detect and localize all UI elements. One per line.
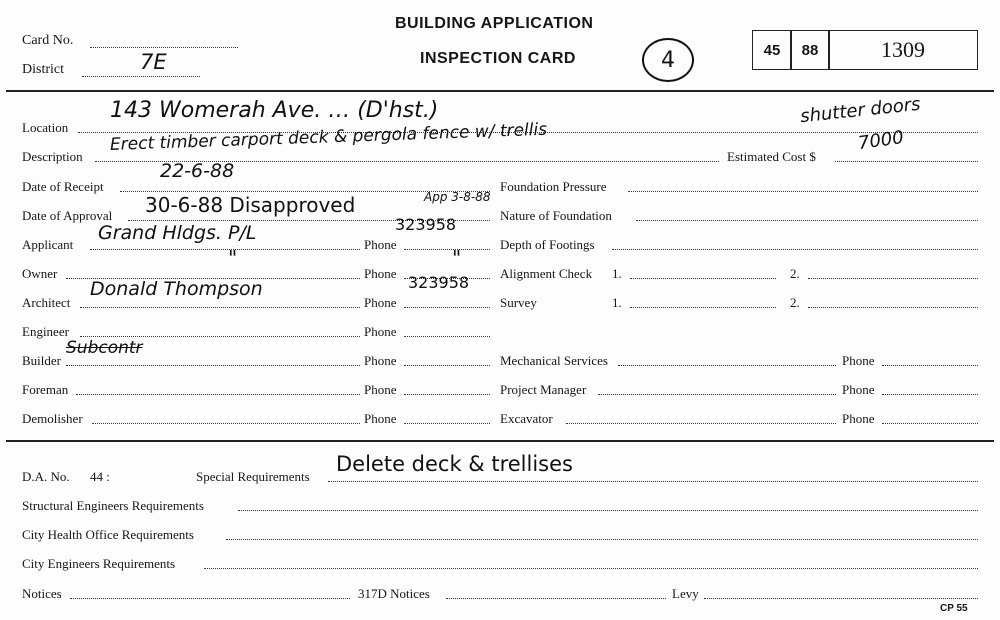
special-requirements-value: Delete deck & trellises bbox=[336, 452, 573, 476]
survey-num2: 2. bbox=[790, 295, 800, 310]
section-rule bbox=[6, 440, 994, 442]
alignment-check-line1 bbox=[630, 278, 776, 279]
foundation-pressure-label: Foundation Pressure bbox=[500, 179, 607, 194]
notices-317d-label: 317D Notices bbox=[358, 586, 430, 601]
owner-value: " bbox=[228, 246, 238, 270]
estimated-cost-label: Estimated Cost $ bbox=[727, 149, 816, 164]
builder-phone-label: Phone bbox=[364, 353, 397, 368]
box-45 bbox=[752, 30, 792, 70]
levy-label: Levy bbox=[672, 586, 699, 601]
applicant-phone-line bbox=[404, 249, 490, 250]
circled-number-value: 4 bbox=[661, 47, 675, 73]
estimated-cost-value: 7000 bbox=[856, 126, 906, 155]
engineer-phone-label: Phone bbox=[364, 324, 397, 339]
title-line2: INSPECTION CARD bbox=[420, 50, 576, 67]
district-value: 7E bbox=[140, 50, 167, 74]
district-label: District bbox=[22, 62, 64, 77]
builder-value: Subcontr bbox=[66, 338, 143, 358]
location-value: 143 Womerah Ave. … (D'hst.) bbox=[110, 98, 439, 123]
box-88-value: 88 bbox=[801, 41, 819, 59]
approval-note: App 3-8-88 bbox=[424, 190, 491, 204]
card-no-line bbox=[90, 47, 238, 48]
special-requirements-line bbox=[328, 481, 978, 482]
date-of-receipt-value: 22-6-88 bbox=[160, 160, 235, 182]
city-engineers-label: City Engineers Requirements bbox=[22, 556, 176, 571]
foreman-phone-label: Phone bbox=[364, 382, 397, 397]
date-of-receipt-label: Date of Receipt bbox=[22, 179, 104, 194]
header-rule bbox=[6, 90, 994, 92]
owner-phone-value: " bbox=[452, 246, 462, 270]
depth-of-footings-line bbox=[612, 249, 978, 250]
engineer-label: Engineer bbox=[22, 324, 69, 339]
excavator-label: Excavator bbox=[500, 411, 553, 426]
levy-line bbox=[704, 598, 978, 599]
excavator-phone-label: Phone bbox=[842, 411, 875, 426]
estimated-cost-line bbox=[835, 161, 978, 162]
applicant-phone-label: Phone bbox=[364, 237, 397, 252]
architect-value: Donald Thompson bbox=[90, 278, 263, 300]
architect-phone-label: Phone bbox=[364, 295, 397, 310]
date-of-approval-value: 30-6-88 Disapproved bbox=[145, 193, 356, 217]
box-88 bbox=[790, 30, 830, 70]
architect-label: Architect bbox=[22, 295, 71, 310]
applicant-phone-value: 323958 bbox=[395, 215, 457, 234]
city-health-label: City Health Office Requirements bbox=[22, 527, 194, 542]
description-value: Erect timber carport deck & pergola fence w/ trellis bbox=[109, 119, 548, 155]
notices-label: Notices bbox=[22, 586, 62, 601]
survey-label: Survey bbox=[500, 295, 537, 310]
foundation-pressure-line bbox=[628, 191, 978, 192]
owner-label: Owner bbox=[22, 266, 58, 281]
description-label: Description bbox=[22, 149, 83, 164]
structural-engineers-line bbox=[238, 510, 978, 511]
structural-engineers-label: Structural Engineers Requirements bbox=[22, 498, 204, 513]
circled-number bbox=[642, 38, 694, 82]
project-manager-phone-line bbox=[882, 394, 978, 395]
card-no-label: Card No. bbox=[22, 33, 74, 48]
form-code: CP 55 bbox=[940, 603, 968, 614]
district-line bbox=[82, 76, 200, 77]
applicant-label: Applicant bbox=[22, 237, 74, 252]
demolisher-phone-label: Phone bbox=[364, 411, 397, 426]
da-no-value: 44 : bbox=[90, 469, 110, 484]
architect-line bbox=[80, 307, 360, 308]
nature-of-foundation-line bbox=[636, 220, 978, 221]
engineer-line bbox=[80, 336, 360, 337]
mechanical-services-line bbox=[618, 365, 836, 366]
mechanical-services-phone-line bbox=[882, 365, 978, 366]
title-line1: BUILDING APPLICATION bbox=[395, 15, 594, 32]
box-card-number bbox=[828, 30, 978, 70]
project-manager-phone-label: Phone bbox=[842, 382, 875, 397]
builder-line bbox=[66, 365, 360, 366]
card-number-value: 1309 bbox=[881, 37, 925, 62]
applicant-line bbox=[90, 249, 360, 250]
mechanical-services-phone-label: Phone bbox=[842, 353, 875, 368]
notices-line bbox=[70, 598, 350, 599]
project-manager-label: Project Manager bbox=[500, 382, 587, 397]
alignment-check-label: Alignment Check bbox=[500, 266, 593, 281]
builder-phone-line bbox=[404, 365, 490, 366]
nature-of-foundation-label: Nature of Foundation bbox=[500, 208, 612, 223]
box-45-value: 45 bbox=[763, 41, 781, 59]
da-no-label: D.A. No. bbox=[22, 469, 70, 484]
survey-num1: 1. bbox=[612, 295, 622, 310]
foreman-phone-line bbox=[404, 394, 490, 395]
city-health-line bbox=[226, 539, 978, 540]
demolisher-phone-line bbox=[404, 423, 490, 424]
project-manager-line bbox=[598, 394, 836, 395]
architect-phone-line bbox=[404, 307, 490, 308]
location-extra: shutter doors bbox=[799, 93, 922, 128]
city-engineers-line bbox=[204, 568, 978, 569]
demolisher-line bbox=[92, 423, 360, 424]
date-of-approval-label: Date of Approval bbox=[22, 208, 113, 223]
alignment-check-num1: 1. bbox=[612, 266, 622, 281]
depth-of-footings-label: Depth of Footings bbox=[500, 237, 595, 252]
demolisher-label: Demolisher bbox=[22, 411, 83, 426]
survey-line2 bbox=[808, 307, 978, 308]
owner-phone-label: Phone bbox=[364, 266, 397, 281]
foreman-line bbox=[76, 394, 360, 395]
foreman-label: Foreman bbox=[22, 382, 69, 397]
applicant-value: Grand Hldgs. P/L bbox=[98, 222, 257, 244]
location-label: Location bbox=[22, 120, 69, 135]
alignment-check-line2 bbox=[808, 278, 978, 279]
notices-317d-line bbox=[446, 598, 666, 599]
builder-label: Builder bbox=[22, 353, 61, 368]
mechanical-services-label: Mechanical Services bbox=[500, 353, 608, 368]
excavator-phone-line bbox=[882, 423, 978, 424]
excavator-line bbox=[566, 423, 836, 424]
architect-phone-value: 323958 bbox=[408, 273, 470, 292]
special-requirements-label: Special Requirements bbox=[196, 469, 310, 484]
survey-line1 bbox=[630, 307, 776, 308]
engineer-phone-line bbox=[404, 336, 490, 337]
alignment-check-num2: 2. bbox=[790, 266, 800, 281]
